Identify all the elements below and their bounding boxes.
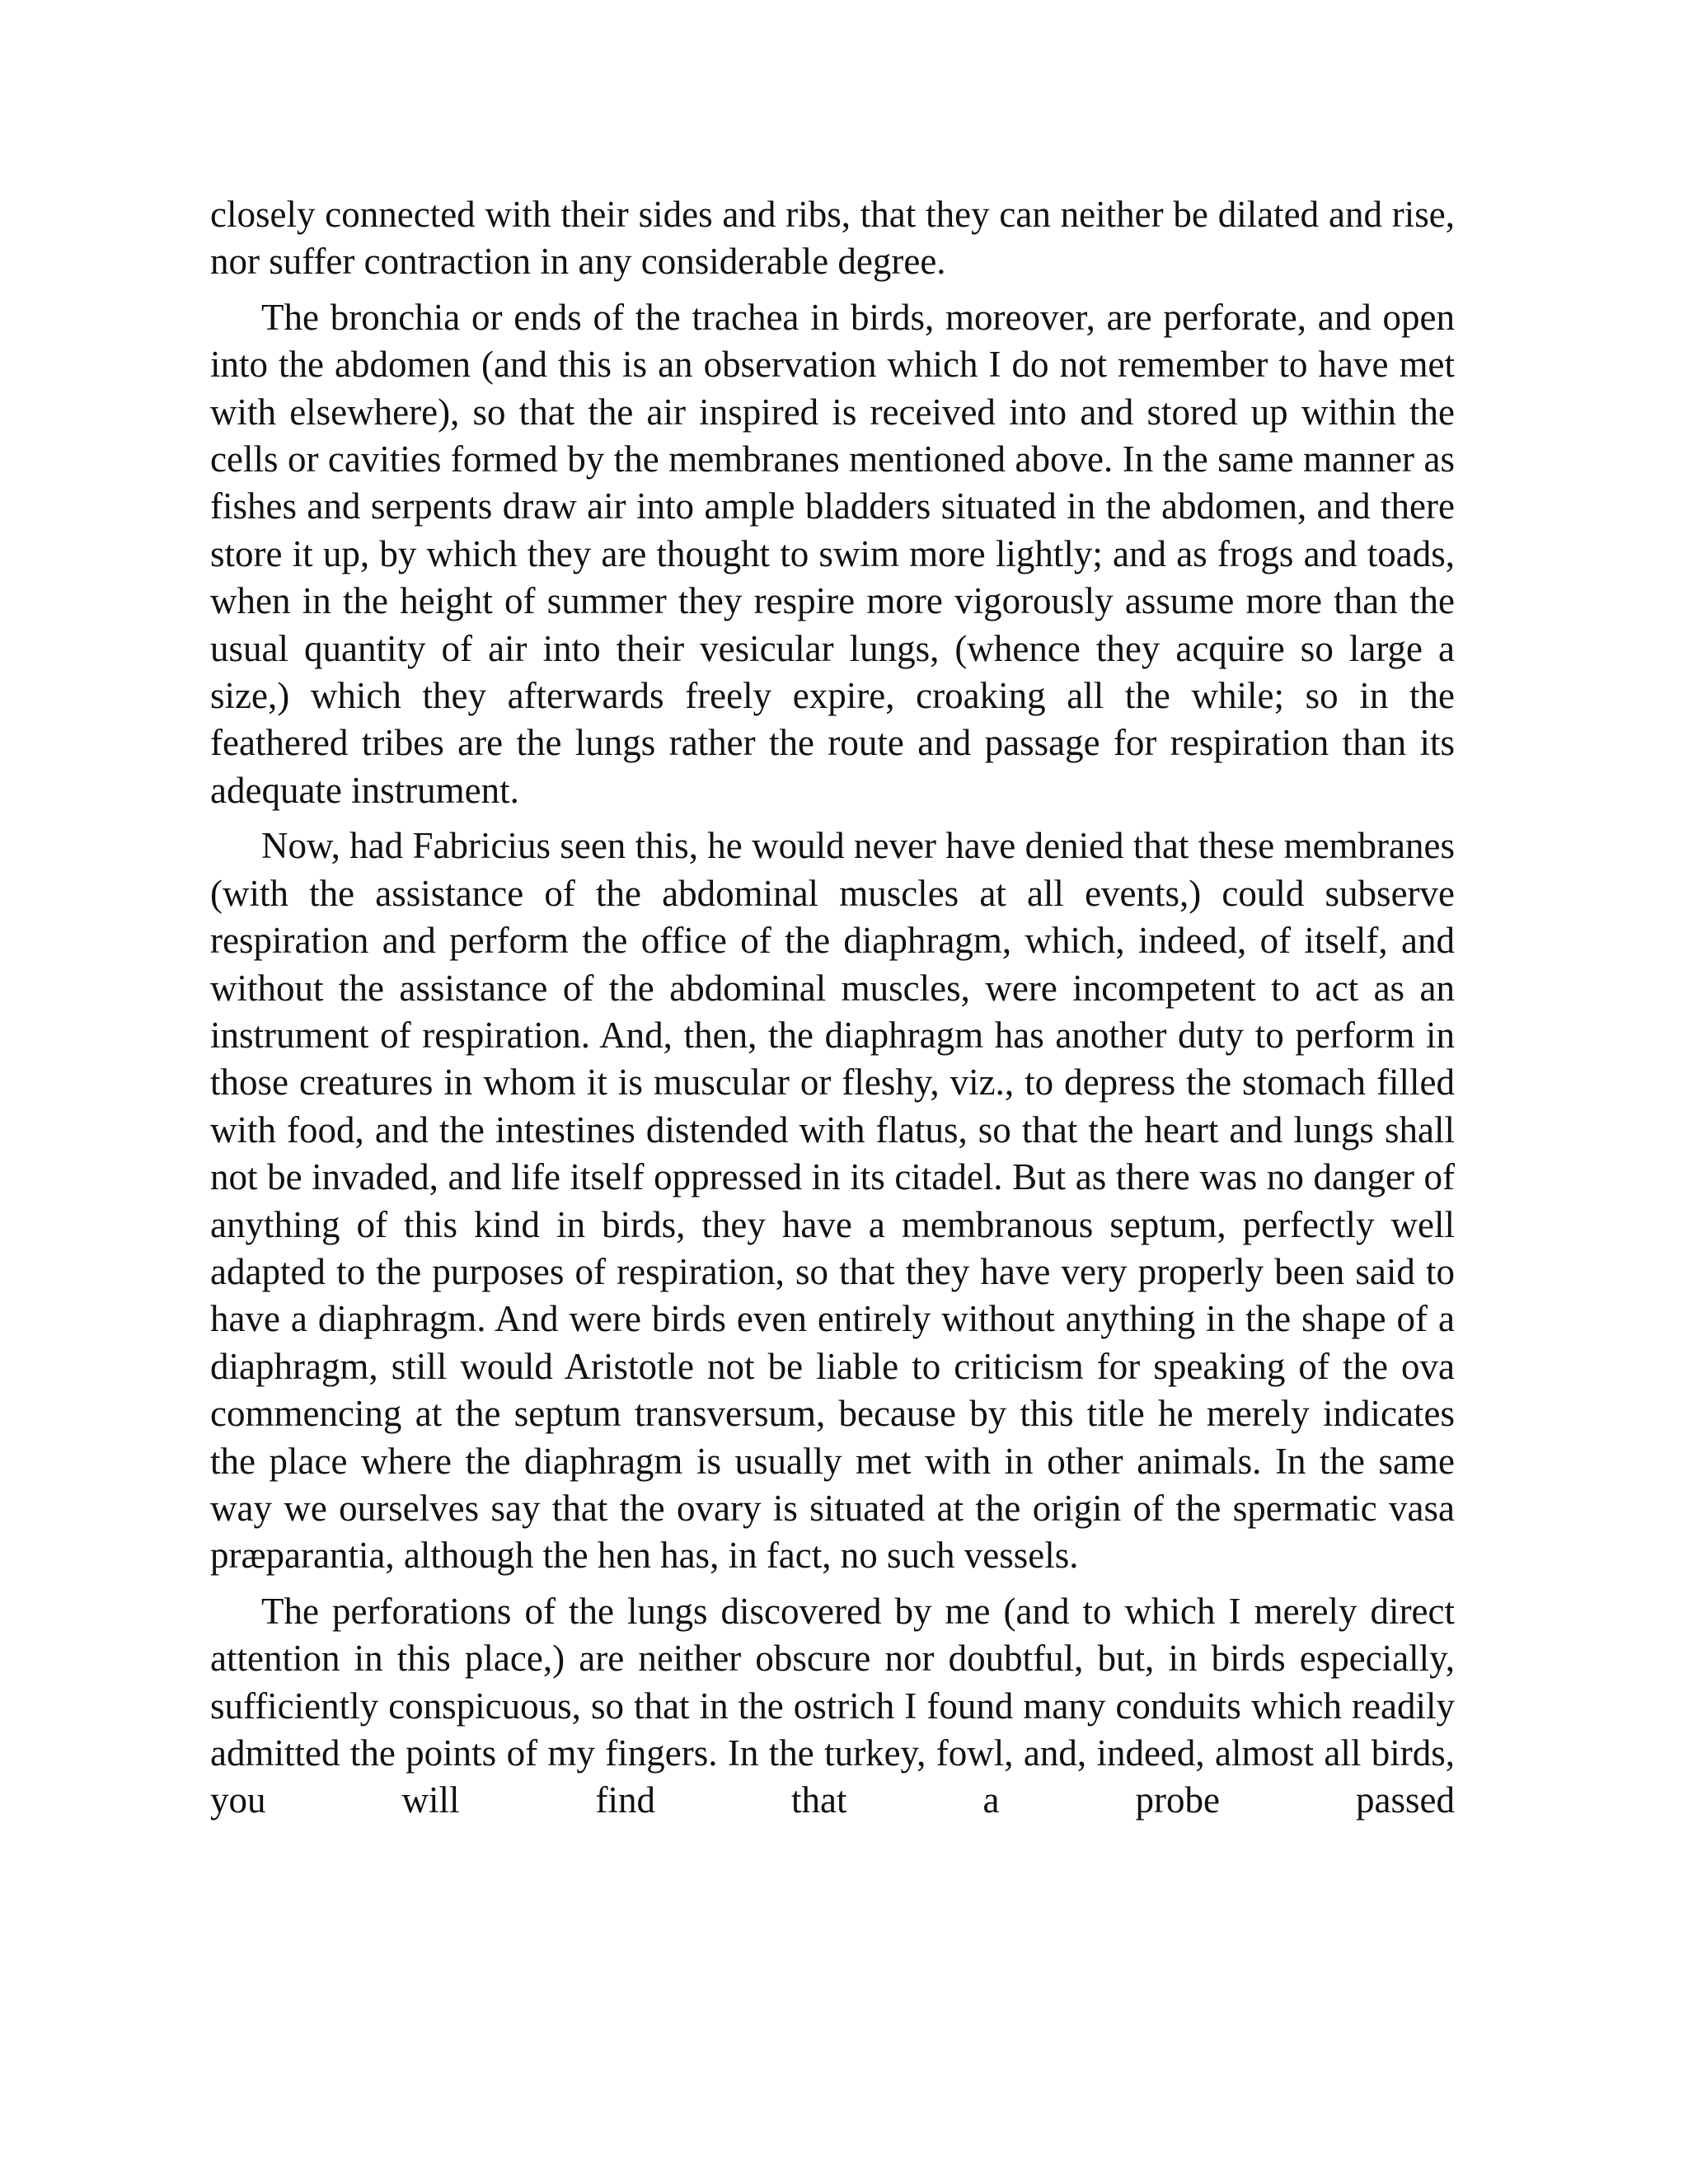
paragraph-fabricius: Now, had Fabricius seen this, he would never have denied that these membranes (with the assistance of the abdominal muscles at all events,) could subserve respiration and perform the office of the diaphragm, which, indeed, of itself, and without the assistance of the abdominal muscles, were incompetent to act as an instrument of respiration. And, then, the diaphragm has another duty to perform in those creatures in whom it is muscular or fleshy, viz., to depress the stomach filled with food, and the intestines distended with flatus, so that the heart and lungs shall not be invaded, and life itself oppressed in its citadel. But as there was no danger of anything of this kind in birds, they have a membranous septum, perfectly well adapted to the purposes of respiration, so that they have very properly been said to have a diaphragm. And were birds even entirely without anything in the shape of a diaphragm, still would Aristotle not be liable to criticism for speaking of the ova commencing at the septum transversum, because by this title he merely indicates the place where the diaphragm is usually met with in other animals. In the same way we ourselves say that the ovary is situated at the origin of the spermatic vasa præparantia, although the hen has, in fact, no such vessels. xyxy=(210,825,1455,1577)
page-body xyxy=(210,191,1455,1833)
paragraph-perforations: The perforations of the lungs discovered by me (and to which I merely direct attention in this place,) are neither obscure nor doubtful, but, in birds especially, sufficiently conspicuous, so that in the ostrich I found many conduits which readily admitted the points of my fingers. In the turkey, fowl, and, indeed, almost all birds, you will find that a probe passed xyxy=(210,1590,1455,1821)
paragraph-bronchia: The bronchia or ends of the trachea in birds, moreover, are perforate, and open into the abdomen (and this is an observation which I do not remember to have met with elsewhere), so that the air inspired is received into and stored up within the cells or cavities formed by the membranes mentioned above. In the same manner as fishes and serpents draw air into ample bladders situated in the abdomen, and there store it up, by which they are thought to swim more lightly; and as frogs and toads, when in the height of summer they respire more vigorously assume more than the usual quantity of air into their vesicular lungs, (whence they acquire so large a size,) which they afterwards freely expire, croaking all the while; so in the feathered tribes are the lungs rather the route and passage for respiration than its adequate instrument. xyxy=(210,296,1455,811)
paragraph-continuation: closely connected with their sides and ribs, that they can neither be dilated and rise, nor suffer contraction in any considerable degree. xyxy=(210,194,1455,283)
